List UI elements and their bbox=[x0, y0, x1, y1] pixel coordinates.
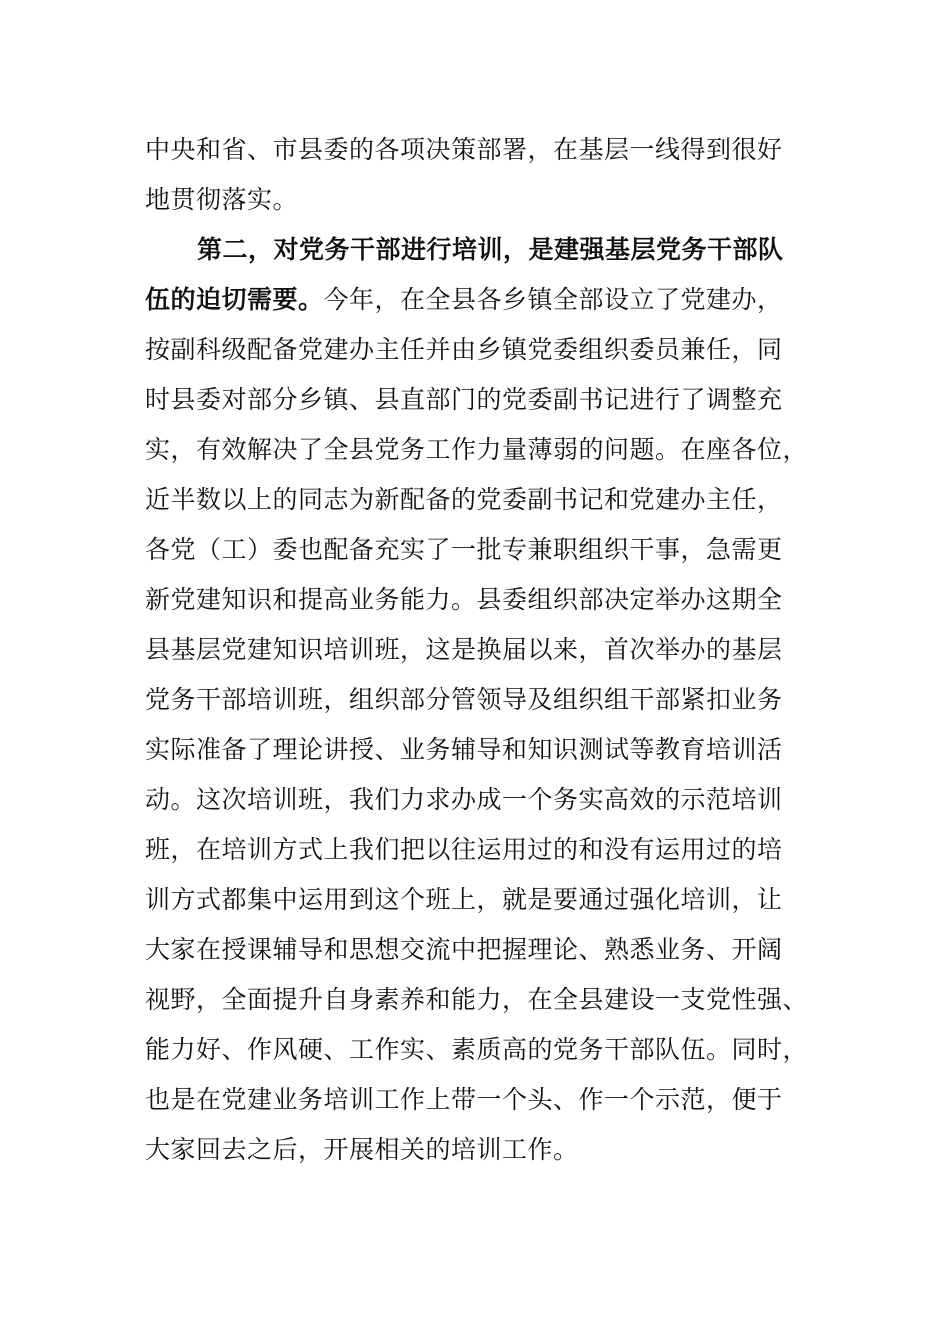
paragraph-2-body-line: 实，有效解决了全县党务工作力量薄弱的问题。在座各位， bbox=[145, 435, 809, 464]
paragraph-2-body-line: 县基层党建知识培训班，这是换届以来，首次举办的基层 bbox=[145, 635, 783, 664]
paragraph-2-heading-line-2: 伍的迫切需要。 bbox=[145, 285, 324, 314]
paragraph-2-body-line: 实际准备了理论讲授、业务辅导和知识测试等教育培训活 bbox=[145, 735, 783, 764]
paragraph-2-body-line: 训方式都集中运用到这个班上，就是要通过强化培训，让 bbox=[145, 885, 783, 914]
paragraph-2-body-line: 视野，全面提升自身素养和能力，在全县建设一支党性强、 bbox=[145, 985, 809, 1014]
paragraph-2-body-line: 近半数以上的同志为新配备的党委副书记和党建办主任， bbox=[145, 485, 783, 514]
paragraph-2-body-line: 大家回去之后，开展相关的培训工作。 bbox=[145, 1135, 579, 1164]
paragraph-2-line-2 bbox=[145, 282, 783, 318]
paragraph-2-body-line: 动。这次培训班，我们力求办成一个务实高效的示范培训 bbox=[145, 785, 783, 814]
paragraph-2-body-line: 按副科级配备党建办主任并由乡镇党委组织委员兼任，同 bbox=[145, 335, 783, 364]
paragraph-2-heading-line-1: 第二，对党务干部进行培训，是建强基层党务干部队 bbox=[197, 235, 784, 264]
paragraph-2-body-line: 党务干部培训班，组织部分管领导及组织组干部紧扣业务 bbox=[145, 685, 783, 714]
paragraph-2-body-line: 班，在培训方式上我们把以往运用过的和没有运用过的培 bbox=[145, 835, 783, 864]
paragraph-2-line-2-rest: 今年，在全县各乡镇全部设立了党建办， bbox=[323, 285, 783, 314]
paragraph-2-body-line: 也是在党建业务培训工作上带一个头、作一个示范，便于 bbox=[145, 1085, 783, 1114]
paragraph-1-line-2: 地贯彻落实。 bbox=[145, 185, 299, 214]
paragraph-2-body-line: 新党建知识和提高业务能力。县委组织部决定举办这期全 bbox=[145, 585, 783, 614]
paragraph-2-body-line: 大家在授课辅导和思想交流中把握理论、熟悉业务、开阔 bbox=[145, 935, 783, 964]
paragraph-2-body-line: 时县委对部分乡镇、县直部门的党委副书记进行了调整充 bbox=[145, 385, 783, 414]
paragraph-2-body-line: 能力好、作风硬、工作实、素质高的党务干部队伍。同时， bbox=[145, 1035, 809, 1064]
paragraph-2-body-line: 各党（工）委也配备充实了一批专兼职组织干事，急需更 bbox=[145, 535, 783, 564]
paragraph-1-line-1: 中央和省、市县委的各项决策部署，在基层一线得到很好 bbox=[145, 135, 783, 164]
